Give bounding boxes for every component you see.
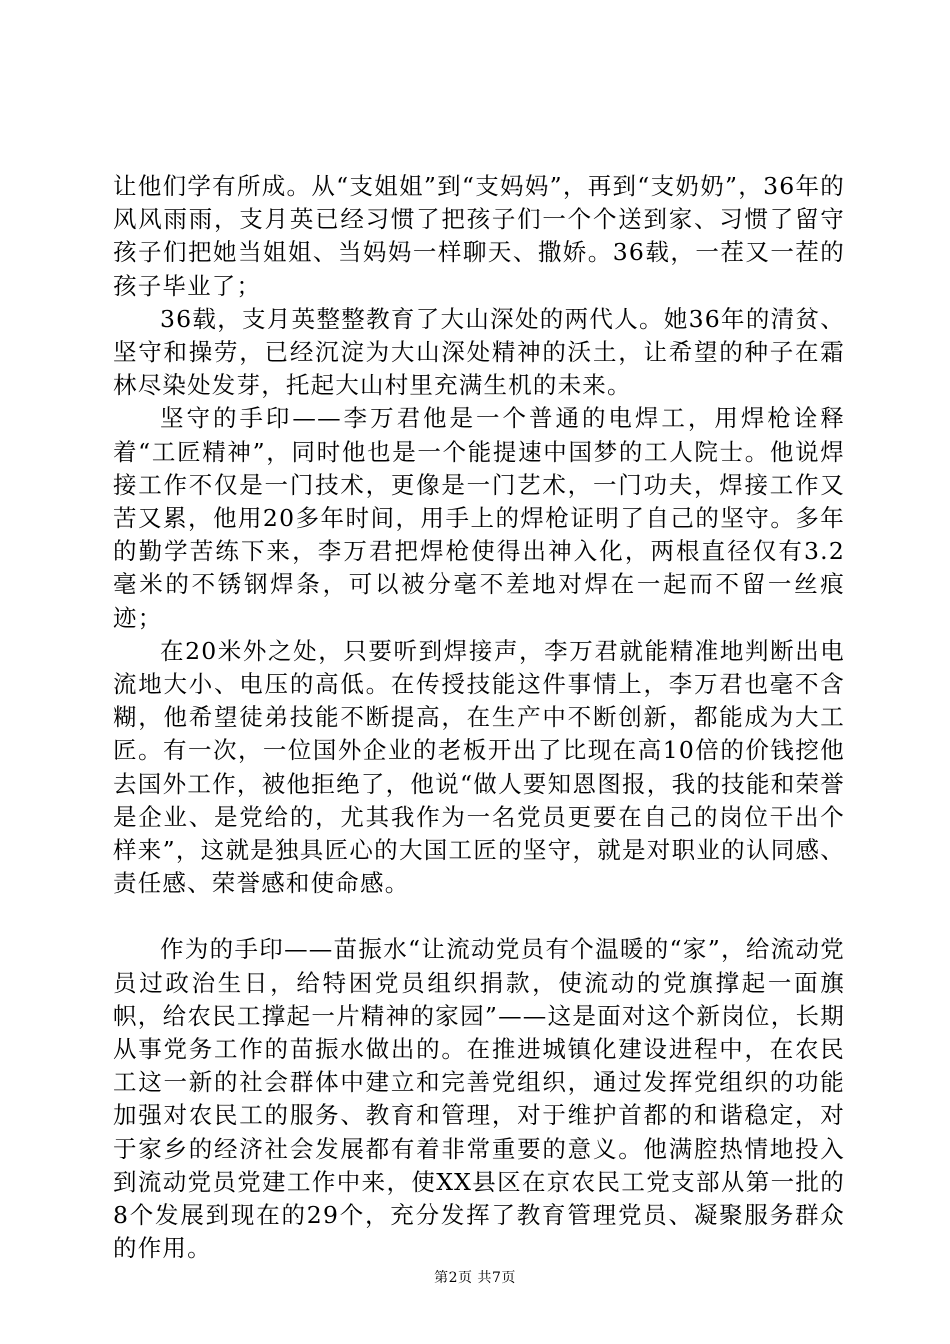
paragraph-4: 在20米外之处，只要听到焊接声，李万君就能精准地判断出电流地大小、电压的高低。在传授技能这件事情上，李万君也毫不含糊，他希望徒弟技能不断提高，在生产中不断创新，都能成为大工匠。有一次，一位国外企业的老板开出了比现在高10倍的价钱挖他去国外工作，被他拒绝了，他说“做人要知恩图报，我的技能和荣誉是企业、是党给的，尤其我作为一名党员更要在自己的岗位干出个样来”，这就是独具匠心的大国工匠的坚守，就是对职业的认同感、责任感、荣誉感和使命感。 xyxy=(113,636,845,898)
paragraph-3: 坚守的手印——李万君他是一个普通的电焊工，用焊枪诠释着“工匠精神”，同时他也是一个能提速中国梦的工人院士。他说焊接工作不仅是一门技术，更像是一门艺术，一门功夫，焊接工作又苦又累，他用20多年时间，用手上的焊枪证明了自己的坚守。多年的勤学苦练下来，李万君把焊枪使得出神入化，两根直径仅有3.2毫米的不锈钢焊条，可以被分毫不差地对焊在一起而不留一丝痕迹； xyxy=(113,404,845,632)
page-number-label: 第2页 共7页 xyxy=(434,1270,516,1286)
paragraph-2: 36载，支月英整整教育了大山深处的两代人。她36年的清贫、坚守和操劳，已经沉淀为大山深处精神的沃土，让希望的种子在霜林尽染处发芽，托起大山村里充满生机的未来。 xyxy=(113,304,845,400)
paragraph-5: 作为的手印——苗振水“让流动党员有个温暖的“家”，给流动党员过政治生日，给特困党员组织捐款，使流动的党旗撑起一面旗帜，给农民工撑起一片精神的家园”——这是面对这个新岗位，长期从事党务工作的苗振水做出的。在推进城镇化建设进程中，在农民工这一新的社会群体中建立和完善党组织，通过发挥党组织的功能加强对农民工的服务、教育和管理，对于维护首都的和谐稳定，对于家乡的经济社会发展都有着非常重要的意义。他满腔热情地投入到流动党员党建工作中来，使XX县区在京农民工党支部从第一批的8个发展到现在的29个，充分发挥了教育管理党员、凝聚服务群众的作用。 xyxy=(113,935,845,1263)
paragraph-spacer xyxy=(113,900,845,933)
document-body xyxy=(113,170,845,1266)
page-footer xyxy=(0,1269,950,1287)
paragraph-1: 让他们学有所成。从“支姐姐”到“支妈妈”，再到“支奶奶”，36年的风风雨雨，支月英已经习惯了把孩子们一个个送到家、习惯了留守孩子们把她当姐姐、当妈妈一样聊天、撒娇。36载，一茬又一茬的孩子毕业了； xyxy=(113,172,845,300)
